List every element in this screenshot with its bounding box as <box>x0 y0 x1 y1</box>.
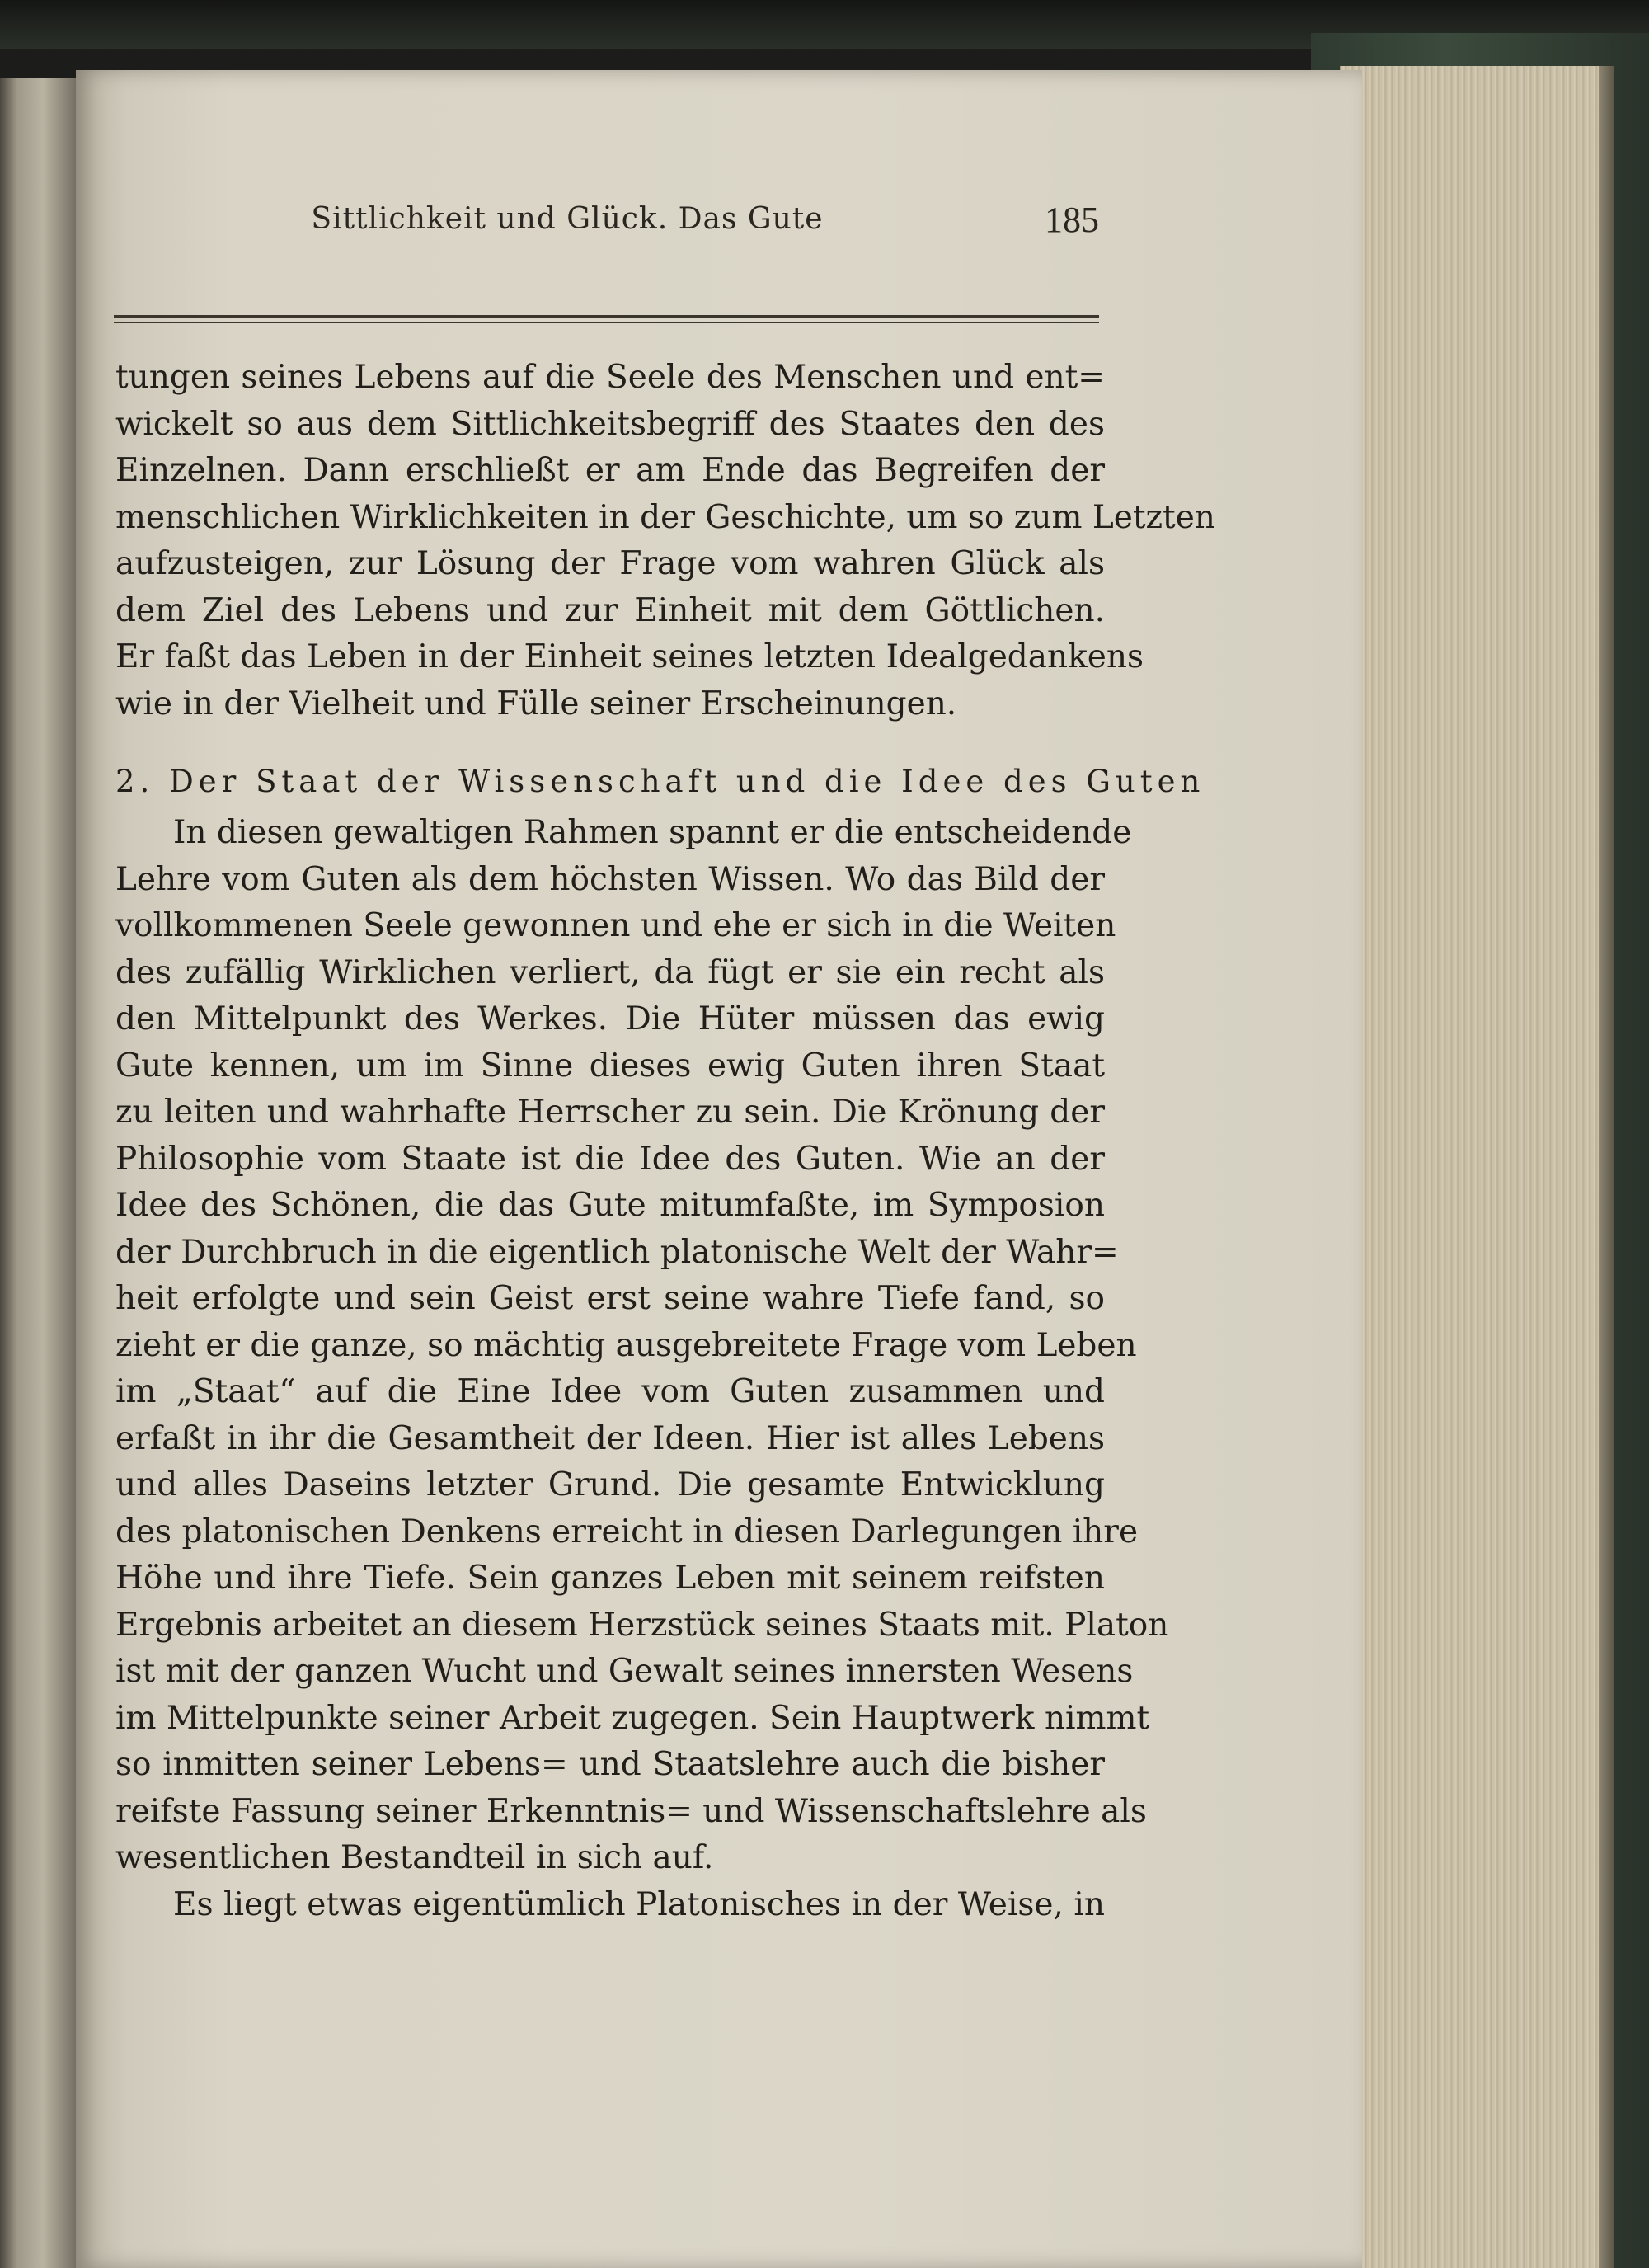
gutter-shadow <box>0 78 18 2268</box>
text-line: den Mittelpunkt des Werkes. Die Hüter müssen das ewig <box>115 1000 1105 1038</box>
text-line: wickelt so aus dem Sittlichkeitsbegriff des Staates den des <box>115 405 1105 443</box>
header-rule <box>114 315 1099 323</box>
text-line: im „Staat“ auf die Eine Idee vom Guten zusammen und <box>115 1373 1105 1410</box>
text-line: der Durchbruch in die eigentlich platonische Welt der Wahr= <box>115 1233 1119 1271</box>
text-line: Er faßt das Leben in der Einheit seines letzten Idealgedankens <box>115 638 1144 675</box>
paragraph-2 <box>115 810 1169 1882</box>
text-line: zieht er die ganze, so mächtig ausgebreitete Frage vom Leben <box>115 1326 1137 1364</box>
paragraph-3 <box>115 1882 1105 1929</box>
text-line: dem Ziel des Lebens und zur Einheit mit dem Göttlichen. <box>115 591 1105 629</box>
text-line: Idee des Schönen, die das Gute mitumfaßte, im Symposion <box>115 1187 1105 1224</box>
text-line: aufzusteigen, zur Lösung der Frage vom wahren Glück als <box>115 545 1105 582</box>
text-line: des zufällig Wirklichen verliert, da fügt er sie ein recht als <box>115 953 1105 991</box>
text-line: reifste Fassung seiner Erkenntnis= und Wissenschaftslehre als <box>115 1792 1147 1830</box>
running-head-title: Sittlichkeit und Glück. Das Gute <box>311 202 824 236</box>
body-text <box>115 355 1215 1928</box>
page-block-shadow <box>1599 66 1614 2268</box>
text-line: In diesen gewaltigen Rahmen spannt er die entscheidende <box>173 814 1132 851</box>
text-line: im Mittelpunkte seiner Arbeit zugegen. Sein Hauptwerk nimmt <box>115 1699 1150 1737</box>
text-line: menschlichen Wirklichkeiten in der Geschichte, um so zum Letzten <box>115 498 1215 536</box>
facing-page-edge <box>0 78 78 2268</box>
text-line: Ergebnis arbeitet an diesem Herzstück seines Staats mit. Platon <box>115 1606 1169 1644</box>
text-line: wie in der Vielheit und Fülle seiner Erscheinungen. <box>115 685 957 722</box>
section-heading: 2. Der Staat der Wissenschaft und die Idee des Guten <box>115 764 1205 799</box>
text-line: Höhe und ihre Tiefe. Sein ganzes Leben mit seinem reifsten <box>115 1560 1105 1597</box>
text-line: wesentlichen Bestandteil in sich auf. <box>115 1839 714 1876</box>
running-head <box>114 194 1099 252</box>
text-line: ist mit der ganzen Wucht und Gewalt seines innersten Wesens <box>115 1653 1134 1690</box>
page-block-edges <box>1340 66 1614 2268</box>
text-line: Es liegt etwas eigentümlich Platonisches in der Weise, in <box>173 1885 1105 1923</box>
text-line: des platonischen Denkens erreicht in diesen Darlegungen ihre <box>115 1513 1139 1550</box>
text-line: und alles Daseins letzter Grund. Die gesamte Entwicklung <box>115 1466 1105 1503</box>
text-line: tungen seines Lebens auf die Seele des Menschen und ent= <box>115 359 1105 396</box>
text-line: erfaßt in ihr die Gesamtheit der Ideen. Hier ist alles Lebens <box>115 1419 1105 1457</box>
text-line: Gute kennen, um im Sinne dieses ewig Guten ihren Staat <box>115 1047 1105 1085</box>
text-line: so inmitten seiner Lebens= und Staatslehre auch die bisher <box>115 1746 1105 1783</box>
text-line: heit erfolgte und sein Geist erst seine wahre Tiefe fand, so <box>115 1280 1105 1317</box>
text-line: vollkommenen Seele gewonnen und ehe er sich in die Weiten <box>115 907 1116 944</box>
paragraph-1 <box>115 355 1215 727</box>
text-line: Einzelnen. Dann erschließt er am Ende das Begreifen der <box>115 452 1105 489</box>
text-line: zu leiten und wahrhafte Herrscher zu sein. Die Krönung der <box>115 1094 1105 1131</box>
page-number: 185 <box>1045 200 1099 240</box>
text-line: Lehre vom Guten als dem höchsten Wissen. Wo das Bild der <box>115 860 1105 898</box>
text-line: Philosophie vom Staate ist die Idee des Guten. Wie an der <box>115 1140 1105 1178</box>
